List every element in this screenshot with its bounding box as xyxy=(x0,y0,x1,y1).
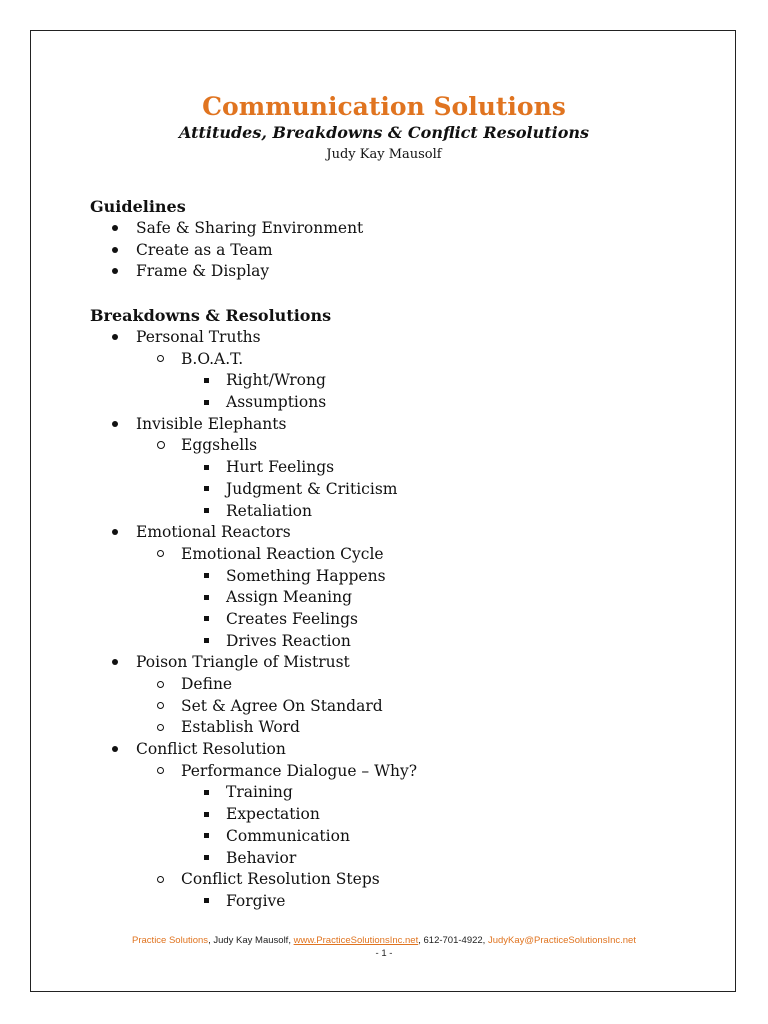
list-item: Conflict Resolution Steps xyxy=(90,869,710,891)
list-item: Drives Reaction xyxy=(90,631,710,653)
bullet-dot-icon xyxy=(112,240,118,262)
bullet-circle-icon xyxy=(157,869,164,891)
list-item: B.O.A.T. xyxy=(90,349,710,371)
footer-email[interactable]: JudyKay@PracticeSolutionsInc.net xyxy=(487,935,636,946)
list-item: Emotional Reactors xyxy=(90,522,710,544)
list-item: Judgment & Criticism xyxy=(90,479,710,501)
bullet-dot-icon xyxy=(112,327,118,349)
list-item: Create as a Team xyxy=(90,240,710,262)
footer-company: Practice Solutions xyxy=(132,935,209,946)
list-item: Establish Word xyxy=(90,717,710,739)
bullet-dot-icon xyxy=(112,414,118,436)
list-item: Expectation xyxy=(90,804,710,826)
list-item: Safe & Sharing Environment xyxy=(90,218,710,240)
list-item: Eggshells xyxy=(90,435,710,457)
list-item: Frame & Display xyxy=(90,261,710,283)
bullet-square-icon xyxy=(204,501,209,523)
list-item: Hurt Feelings xyxy=(90,457,710,479)
bullet-dot-icon xyxy=(112,261,118,283)
list-item: Forgive xyxy=(90,891,710,913)
breakdowns-list xyxy=(90,327,710,913)
list-item: Communication xyxy=(90,826,710,848)
list-item: Behavior xyxy=(90,848,710,870)
guidelines-list xyxy=(90,218,710,283)
bullet-circle-icon xyxy=(157,696,164,718)
list-item: Performance Dialogue – Why? xyxy=(90,761,710,783)
list-item: Poison Triangle of Mistrust xyxy=(90,652,710,674)
breakdowns-section xyxy=(90,305,710,913)
bullet-square-icon xyxy=(204,609,209,631)
list-item: Right/Wrong xyxy=(90,370,710,392)
document-subtitle: Attitudes, Breakdowns & Conflict Resolutions xyxy=(178,123,590,142)
bullet-circle-icon xyxy=(157,544,164,566)
list-item: Something Happens xyxy=(90,566,710,588)
bullet-square-icon xyxy=(204,891,209,913)
bullet-dot-icon xyxy=(112,739,118,761)
page-number: - 1 - xyxy=(375,948,393,959)
bullet-square-icon xyxy=(204,566,209,588)
breakdowns-heading: Breakdowns & Resolutions xyxy=(90,306,332,325)
bullet-square-icon xyxy=(204,457,209,479)
bullet-square-icon xyxy=(204,631,209,653)
list-item: Creates Feelings xyxy=(90,609,710,631)
guidelines-heading: Guidelines xyxy=(90,197,186,216)
bullet-dot-icon xyxy=(112,218,118,240)
list-item: Assign Meaning xyxy=(90,587,710,609)
bullet-circle-icon xyxy=(157,761,164,783)
list-item: Assumptions xyxy=(90,392,710,414)
list-item: Emotional Reaction Cycle xyxy=(90,544,710,566)
bullet-square-icon xyxy=(204,370,209,392)
bullet-square-icon xyxy=(204,848,209,870)
bullet-square-icon xyxy=(204,804,209,826)
bullet-circle-icon xyxy=(157,349,164,371)
document-title: Communication Solutions xyxy=(202,92,566,121)
list-item: Retaliation xyxy=(90,501,710,523)
list-item: Training xyxy=(90,782,710,804)
footer-author: , Judy Kay Mausolf, xyxy=(208,935,294,946)
bullet-square-icon xyxy=(204,782,209,804)
list-item: Conflict Resolution xyxy=(90,739,710,761)
bullet-dot-icon xyxy=(112,522,118,544)
bullet-circle-icon xyxy=(157,717,164,739)
footer-phone: , 612-701-4922, xyxy=(418,935,488,946)
list-item: Personal Truths xyxy=(90,327,710,349)
bullet-square-icon xyxy=(204,587,209,609)
bullet-square-icon xyxy=(204,479,209,501)
footer-website-link[interactable]: www.PracticeSolutionsInc.net xyxy=(293,935,419,946)
bullet-circle-icon xyxy=(157,674,164,696)
list-item: Define xyxy=(90,674,710,696)
list-item: Invisible Elephants xyxy=(90,414,710,436)
footer xyxy=(0,935,768,946)
document-author: Judy Kay Mausolf xyxy=(326,147,442,162)
bullet-circle-icon xyxy=(157,435,165,457)
bullet-square-icon xyxy=(204,826,209,848)
bullet-square-icon xyxy=(204,392,209,414)
list-item: Set & Agree On Standard xyxy=(90,696,710,718)
guidelines-section xyxy=(90,196,710,283)
bullet-dot-icon xyxy=(112,652,118,674)
